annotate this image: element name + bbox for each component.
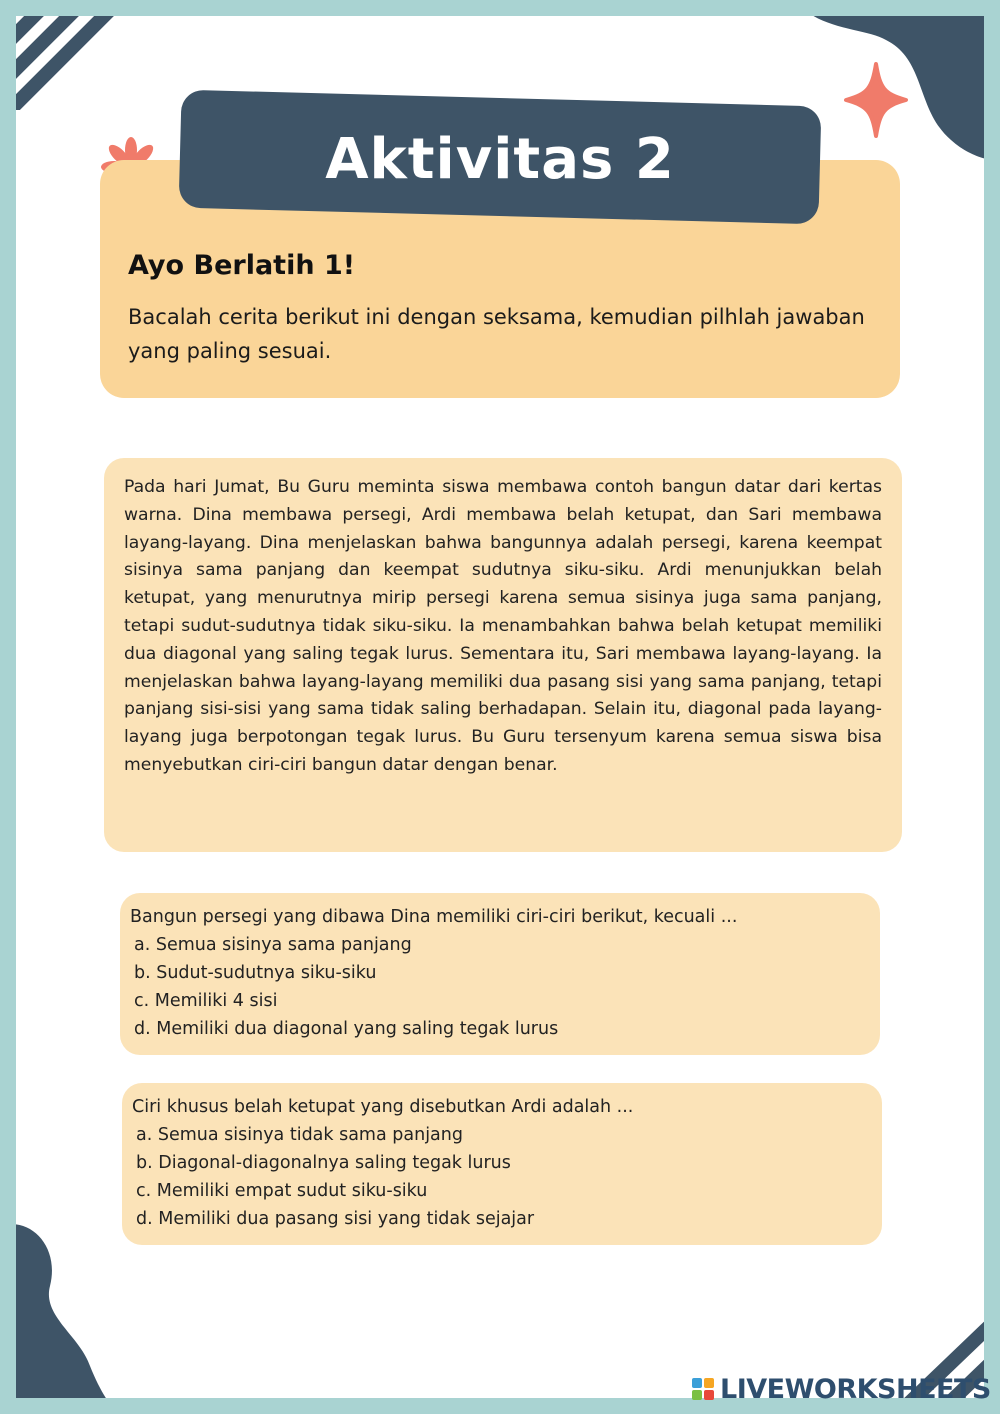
- question-stem: Ciri khusus belah ketupat yang disebutkan Ardi adalah ...: [132, 1097, 634, 1117]
- page-title: Aktivitas 2: [325, 127, 675, 192]
- liveworksheets-logo-icon: [692, 1378, 714, 1400]
- question-stem: Bangun persegi yang dibawa Dina memiliki ciri-ciri berikut, kecuali ...: [130, 907, 738, 927]
- blob-decoration-bottom-left: [16, 1206, 140, 1398]
- option-b[interactable]: b. Diagonal-diagonalnya saling tegak lurus: [136, 1153, 511, 1173]
- brand-text: LIVEWORKSHEETS: [720, 1373, 991, 1405]
- option-c[interactable]: c. Memiliki 4 sisi: [134, 991, 278, 1011]
- story-text: Pada hari Jumat, Bu Guru meminta siswa membawa contoh bangun datar dari kertas warna. Dina membawa persegi, Ardi membawa belah ketupat, dan Sari membawa layang-layang. Dina menjelaskan bahwa bangunnya adalah persegi, karena keempat sisinya sama panjang dan keempat sudutnya siku-siku. Ardi menunjukkan belah ketupat, yang menurutnya mirip persegi karena semua sisinya juga sama panjang, tetapi sudut-sudutnya tidak siku-siku. Ia menambahkan bahwa belah ketupat memiliki dua diagonal yang saling tegak lurus. Sementara itu, Sari membawa layang-layang. Ia menjelaskan bahwa layang-layang memiliki dua pasang sisi yang sama panjang, tetapi panjang sisi-sisi yang sama tidak saling berhadapan. Selain itu, diagonal pada layang-layang juga berpotongan tegak lurus. Bu Guru tersenyum karena semua siswa bisa menyebutkan ciri-ciri bangun datar dengan benar.: [124, 477, 882, 775]
- option-c[interactable]: c. Memiliki empat sudut siku-siku: [136, 1181, 428, 1201]
- question-1: [120, 893, 880, 1055]
- question-2: [122, 1083, 882, 1245]
- option-a[interactable]: a. Semua sisinya tidak sama panjang: [136, 1125, 463, 1145]
- option-b[interactable]: b. Sudut-sudutnya siku-siku: [134, 963, 377, 983]
- option-d[interactable]: d. Memiliki dua pasang sisi yang tidak sejajar: [136, 1209, 535, 1229]
- stripes-decoration-top-left: [16, 16, 160, 110]
- sparkle-icon: [844, 62, 908, 138]
- intro-instruction: Bacalah cerita berikut ini dengan seksama, kemudian pilhlah jawaban yang paling sesuai.: [128, 305, 865, 363]
- intro-heading: Ayo Berlatih 1!: [128, 250, 356, 281]
- brand-watermark: [692, 1374, 991, 1404]
- option-d[interactable]: d. Memiliki dua diagonal yang saling tegak lurus: [134, 1019, 559, 1039]
- option-a[interactable]: a. Semua sisinya sama panjang: [134, 935, 412, 955]
- story-box: [104, 458, 902, 852]
